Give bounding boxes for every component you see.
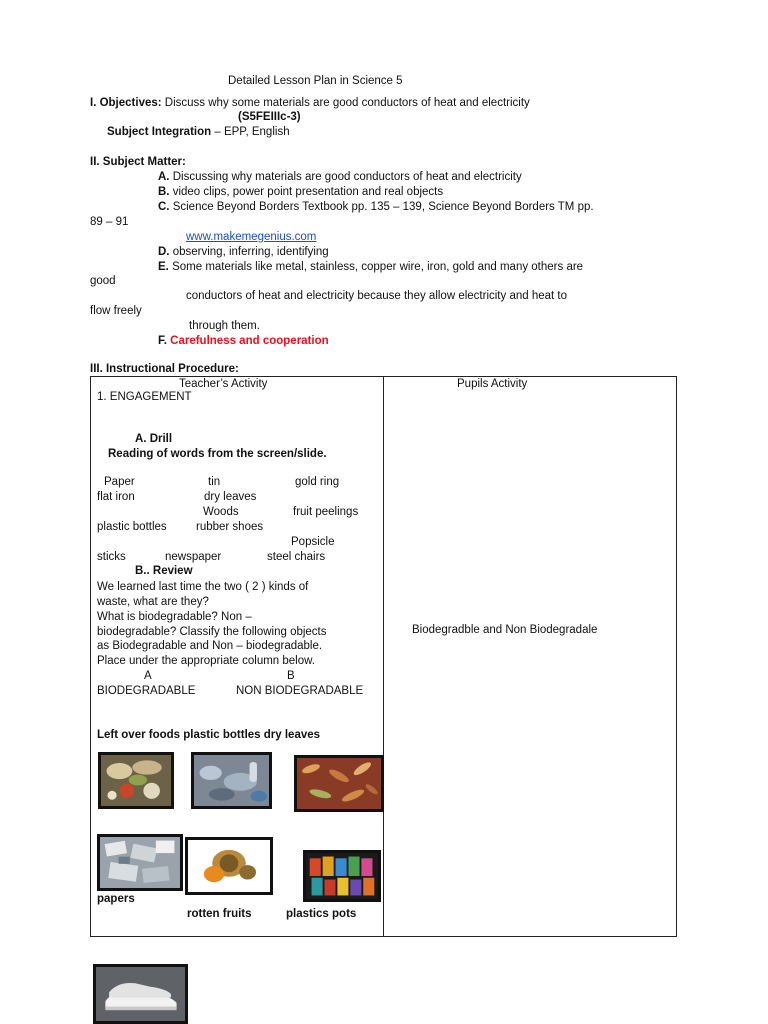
subject-matter-e-text3: through them. [189, 320, 260, 332]
objectives-code: (S5FEIIIc-3) [238, 111, 301, 123]
rubber-shoes-image [93, 964, 188, 1024]
item-c-text: Science Beyond Borders Textbook pp. 135 – 139, Science Beyond Borders TM pp. [172, 201, 594, 213]
subject-matter-a [158, 170, 522, 184]
column-b-label: B [287, 670, 295, 682]
item-b-label: B. [158, 186, 170, 198]
subject-matter-e-cont2: flow freely [90, 305, 142, 317]
item-f-label: F. [158, 335, 167, 347]
word-flat-iron: flat iron [97, 491, 135, 503]
subject-integration-text: – EPP, English [214, 126, 290, 138]
document-title: Detailed Lesson Plan in Science 5 [228, 75, 403, 87]
word-dry-leaves: dry leaves [204, 491, 257, 503]
subject-matter-b [158, 185, 443, 199]
objectives-text: Discuss why some materials are good conductors of heat and electricity [164, 97, 530, 109]
plastic-pots-image [303, 850, 381, 902]
review-line: waste, what are they? [97, 596, 209, 608]
procedure-table [90, 376, 677, 937]
item-f-text: Carefulness and cooperation [170, 335, 329, 347]
word-popsicle: Popsicle [291, 536, 335, 548]
left-over-foods-image [98, 752, 174, 809]
papers-label: papers [97, 893, 135, 905]
word-plastic-bottles: plastic bottles [97, 521, 167, 533]
subject-matter-e-text2: conductors of heat and electricity because they allow electricity and heat to [186, 290, 567, 302]
engagement-heading: 1. ENGAGEMENT [97, 391, 192, 403]
review-line: What is biodegradable? Non – [97, 611, 252, 623]
word-fruit-peelings: fruit peelings [293, 506, 359, 518]
items-row-label: Left over foods plastic bottles dry leaves [97, 729, 321, 741]
word-steel-chairs: steel chairs [267, 551, 326, 563]
item-e-text: Some materials like metal, stainless, copper wire, iron, gold and many others are [172, 261, 584, 273]
pupil-answer: Biodegradble and Non Biodegradale [412, 624, 598, 636]
column-divider [383, 377, 384, 936]
item-b-text: video clips, power point presentation and real objects [172, 186, 444, 198]
subject-matter-e [158, 260, 583, 274]
non-biodegradable-heading: NON BIODEGRADABLE [236, 685, 364, 697]
word-woods: Woods [203, 506, 239, 518]
procedure-label: III. Instructional Procedure: [90, 363, 239, 375]
subject-matter-f [158, 334, 329, 348]
word-newspaper: newspaper [165, 551, 222, 563]
plastic-bottles-image [191, 752, 272, 809]
makemegenius-link[interactable]: www.makemegenius.com [186, 231, 317, 243]
drill-text: Reading of words from the screen/slide. [108, 448, 327, 460]
col-header-teacher: Teacher’s Activity [179, 378, 268, 390]
word-sticks: sticks [97, 551, 126, 563]
review-line: Place under the appropriate column below. [97, 655, 316, 667]
subject-matter-e-cont1: good [90, 275, 116, 287]
subject-matter-label: II. Subject Matter: [90, 156, 186, 168]
word-rubber-shoes: rubber shoes [196, 521, 264, 533]
subject-matter-c [158, 200, 594, 214]
objectives-label: I. Objectives: [90, 97, 162, 109]
word-paper: Paper [104, 476, 135, 488]
col-header-pupils: Pupils Activity [457, 378, 528, 390]
review-line: as Biodegradable and Non – biodegradable. [97, 640, 323, 652]
biodegradable-heading: BIODEGRADABLE [97, 685, 196, 697]
subject-matter-d [158, 245, 329, 259]
drill-label: A. Drill [135, 433, 173, 445]
item-a-label: A. [158, 171, 170, 183]
review-line: We learned last time the two ( 2 ) kinds of [97, 581, 309, 593]
item-a-text: Discussing why materials are good conductors of heat and electricity [172, 171, 522, 183]
review-label: B.. Review [135, 565, 193, 577]
word-tin: tin [208, 476, 221, 488]
papers-image [97, 834, 183, 891]
subject-matter-c-cont: 89 – 91 [90, 216, 129, 228]
rotten-fruits-image [185, 837, 273, 895]
item-d-text: observing, inferring, identifying [172, 246, 329, 258]
column-a-label: A [144, 670, 152, 682]
review-line: biodegradable? Classify the following objects [97, 626, 327, 638]
item-d-label: D. [158, 246, 170, 258]
plastic-pots-label: plastics pots [286, 908, 357, 920]
objectives-line [90, 96, 530, 110]
subject-integration-line [107, 125, 290, 139]
word-gold-ring: gold ring [295, 476, 340, 488]
item-e-label: E. [158, 261, 169, 273]
subject-integration-label: Subject Integration [107, 126, 212, 138]
dry-leaves-image [294, 755, 384, 812]
item-c-label: C. [158, 201, 170, 213]
rotten-fruits-label: rotten fruits [187, 908, 252, 920]
